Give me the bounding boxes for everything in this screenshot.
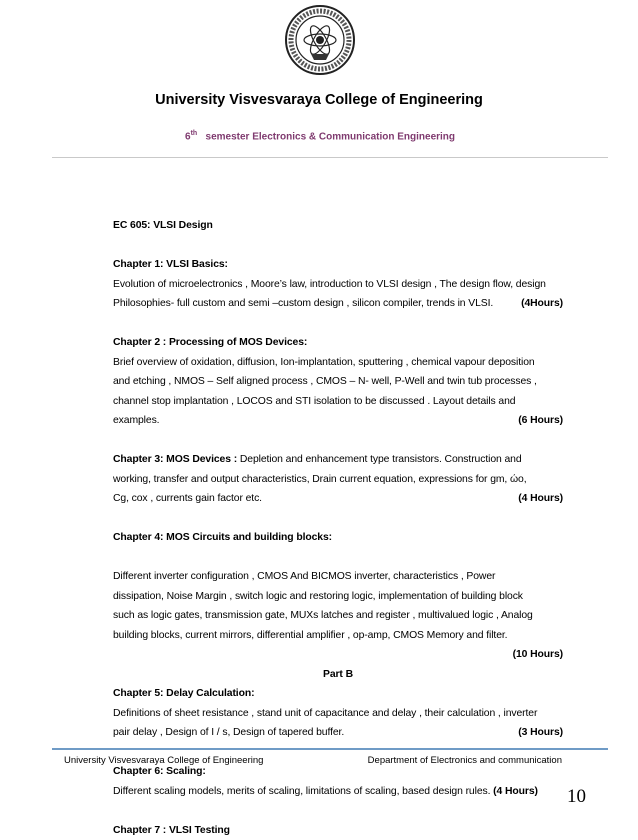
footer-department: Department of Electronics and communication — [368, 755, 562, 766]
chapter-5-line-2: pair delay , Design of I / s, Design of tapered buffer. — [113, 723, 344, 743]
chapter-2-line-4-row — [113, 411, 563, 431]
footer-college: University Visvesvaraya College of Engineering — [64, 755, 263, 766]
chapter-2-line-1: Brief overview of oxidation, diffusion, Ion-implantation, sputtering , chemical vapour deposition — [113, 353, 563, 373]
chapter-4-hours: (10 Hours) — [113, 645, 563, 665]
chapter-4-line-2: dissipation, Noise Margin , switch logic and restoring logic, implementation of building block — [113, 587, 563, 607]
header-divider — [52, 157, 608, 158]
chapter-3-line-1-row — [113, 450, 563, 470]
chapter-3-line-3: Cg, cox , currents gain factor etc. — [113, 489, 262, 509]
chapter-1-line-2-row — [113, 294, 563, 314]
chapter-3-line-3-row — [113, 489, 563, 509]
part-b-heading: Part B — [113, 665, 563, 685]
semester-text: semester Electronics & Communication Engineering — [206, 131, 456, 142]
chapter-5-line-1: Definitions of sheet resistance , stand unit of capacitance and delay , their calculation , inverter — [113, 704, 563, 724]
chapter-4-line-1: Different inverter configuration , CMOS And BICMOS inverter, characteristics , Power — [113, 567, 563, 587]
spacer — [113, 236, 563, 256]
chapter-5-hours: (3 Hours) — [518, 723, 563, 743]
spacer — [113, 801, 563, 821]
page-number: 10 — [567, 786, 586, 808]
chapter-4-title: Chapter 4: MOS Circuits and building blocks: — [113, 528, 563, 548]
syllabus-content — [113, 216, 563, 840]
chapter-3-title: Chapter 3: MOS Devices : — [113, 454, 237, 465]
chapter-4-line-4: building blocks, current mirrors, differential amplifier , op-amp, CMOS Memory and filter. — [113, 626, 563, 646]
university-seal-logo — [284, 4, 356, 76]
college-title: University Visvesvaraya College of Engineering — [0, 92, 638, 108]
chapter-2-line-3: channel stop implantation , LOCOS and STI isolation to be discussed . Layout details and — [113, 392, 563, 412]
semester-number: 6 — [185, 131, 191, 142]
chapter-2-line-2: and etching , NMOS – Self aligned process , CMOS – N- well, P-Well and twin tub processes , — [113, 372, 563, 392]
chapter-4-line-3: such as logic gates, transmission gate, MUXs latches and register , multivalued logic , Analog — [113, 606, 563, 626]
spacer — [113, 314, 563, 334]
chapter-7-title: Chapter 7 : VLSI Testing — [113, 821, 563, 840]
chapter-2-hours: (6 Hours) — [518, 411, 563, 431]
semester-subtitle — [185, 130, 455, 142]
course-title: EC 605: VLSI Design — [113, 216, 563, 236]
spacer — [113, 431, 563, 451]
footer-divider — [52, 748, 608, 750]
chapter-6-line-1-row — [113, 782, 563, 802]
spacer — [113, 509, 563, 529]
chapter-6-line-1: Different scaling models, merits of scaling, limitations of scaling, based design rules. — [113, 786, 490, 797]
spacer — [113, 548, 563, 568]
chapter-5-line-2-row — [113, 723, 563, 743]
chapter-1-hours: (4Hours) — [521, 294, 563, 314]
chapter-3-line-1: Depletion and enhancement type transistors. Construction and — [240, 454, 522, 465]
chapter-2-title: Chapter 2 : Processing of MOS Devices: — [113, 333, 563, 353]
chapter-3-hours: (4 Hours) — [518, 489, 563, 509]
chapter-6-title: Chapter 6: Scaling: — [113, 762, 563, 782]
chapter-6-hours: (4 Hours) — [493, 786, 538, 797]
chapter-1-line-1: Evolution of microelectronics , Moore’s law, introduction to VLSI design , The design flow, design — [113, 275, 563, 295]
chapter-5-title: Chapter 5: Delay Calculation: — [113, 684, 563, 704]
semester-suffix: th — [191, 130, 198, 137]
chapter-1-line-2: Philosophies- full custom and semi –custom design , silicon compiler, trends in VLSI. — [113, 294, 493, 314]
chapter-3-line-2: working, transfer and output characteristics, Drain current equation, expressions for gm, ώo, — [113, 470, 563, 490]
chapter-1-title: Chapter 1: VLSI Basics: — [113, 255, 563, 275]
chapter-2-line-4: examples. — [113, 411, 159, 431]
